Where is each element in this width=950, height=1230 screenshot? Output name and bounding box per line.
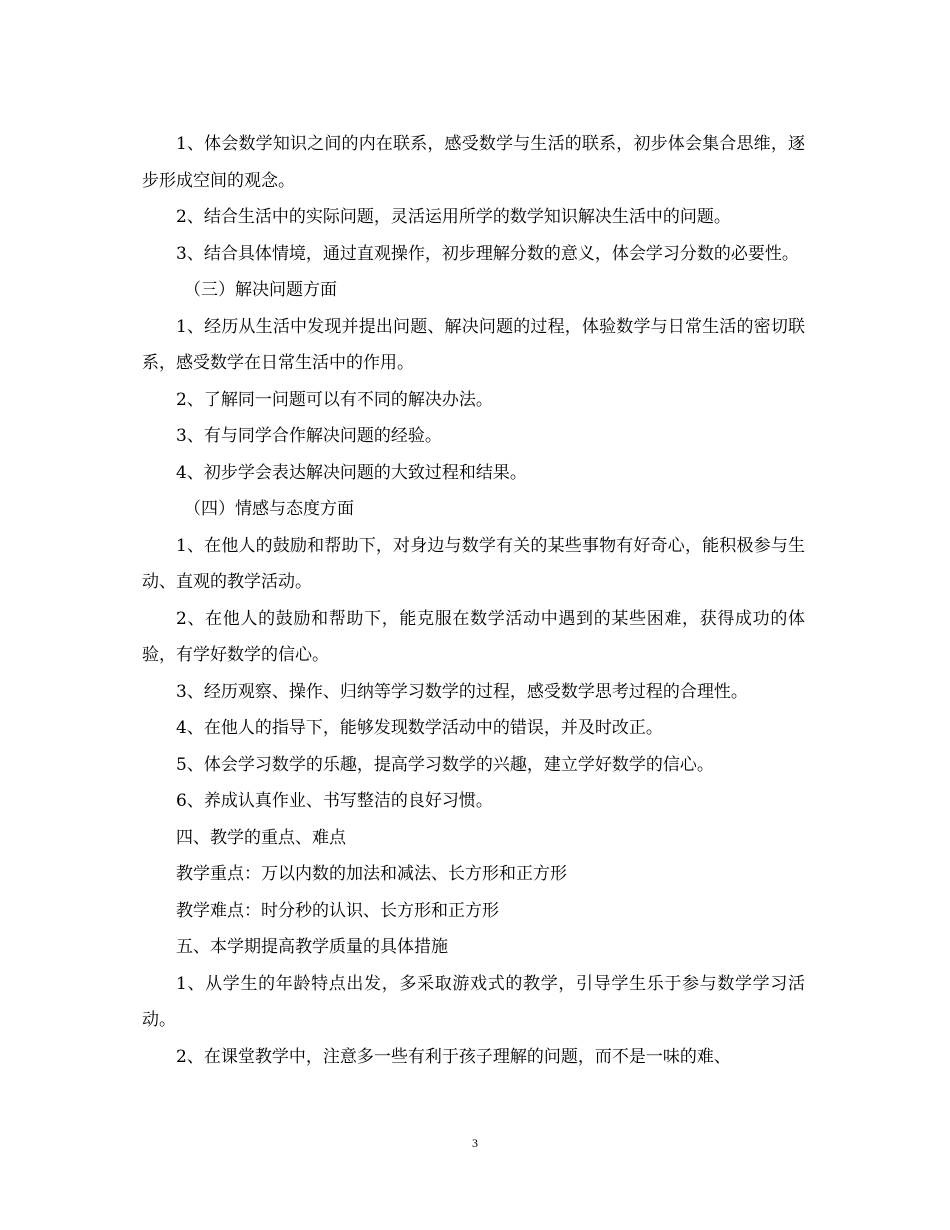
- paragraph: 3、有与同学合作解决问题的经验。: [176, 426, 442, 446]
- paragraph: 3、结合具体情境，通过直观操作，初步理解分数的意义，体会学习分数的必要性。: [176, 243, 799, 264]
- paragraph: 1、从学生的年龄特点出发，多采取游戏式的教学，引导学生乐于参与数学学习活动。: [142, 973, 805, 1030]
- paragraph: 3、经历观察、操作、归纳等学习数学的过程，感受数学思考过程的合理性。: [176, 681, 748, 702]
- paragraph: 1、体会数学知识之间的内在联系，感受数学与生活的联系，初步体会集合思维，逐步形成空间的观念。: [142, 134, 805, 191]
- paragraph: 教学难点：时分秒的认识、长方形和正方形: [176, 900, 499, 921]
- paragraph: 4、在他人的指导下，能够发现数学活动中的错误，并及时改正。: [176, 718, 663, 738]
- paragraph: 5、体会学习数学的乐趣，提高学习数学的兴趣，建立学好数学的信心。: [176, 754, 714, 775]
- paragraph: 1、经历从生活中发现并提出问题、解决问题的过程，体验数学与日常生活的密切联系，感受数学在日常生活中的作用。: [142, 316, 805, 373]
- section-heading: 四、教学的重点、难点: [176, 827, 346, 848]
- paragraph: 2、结合生活中的实际问题，灵活运用所学的数学知识解决生活中的问题。: [176, 207, 731, 227]
- section-heading: （四）情感与态度方面: [184, 499, 354, 519]
- section-heading: 五、本学期提高教学质量的具体措施: [176, 937, 448, 957]
- paragraph: 2、了解同一问题可以有不同的解决办法。: [176, 389, 493, 410]
- paragraph: 2、在他人的鼓励和帮助下，能克服在数学活动中遇到的某些困难，获得成功的体验，有学好数学的信心。: [142, 608, 805, 665]
- paragraph: 2、在课堂教学中，注意多一些有利于孩子理解的问题，而不是一味的难、: [176, 1046, 731, 1067]
- paragraph: 4、初步学会表达解决问题的大致过程和结果。: [176, 462, 527, 483]
- document-body: [142, 126, 805, 1075]
- paragraph: 1、在他人的鼓励和帮助下，对身边与数学有关的某些事物有好奇心，能积极参与生动、直观的教学活动。: [142, 535, 805, 592]
- page-number: 3: [472, 1136, 478, 1150]
- paragraph: 教学重点：万以内数的加法和减法、长方形和正方形: [176, 864, 567, 884]
- paragraph: 6、养成认真作业、书写整洁的良好习惯。: [176, 791, 493, 811]
- section-heading: （三）解决问题方面: [184, 280, 337, 300]
